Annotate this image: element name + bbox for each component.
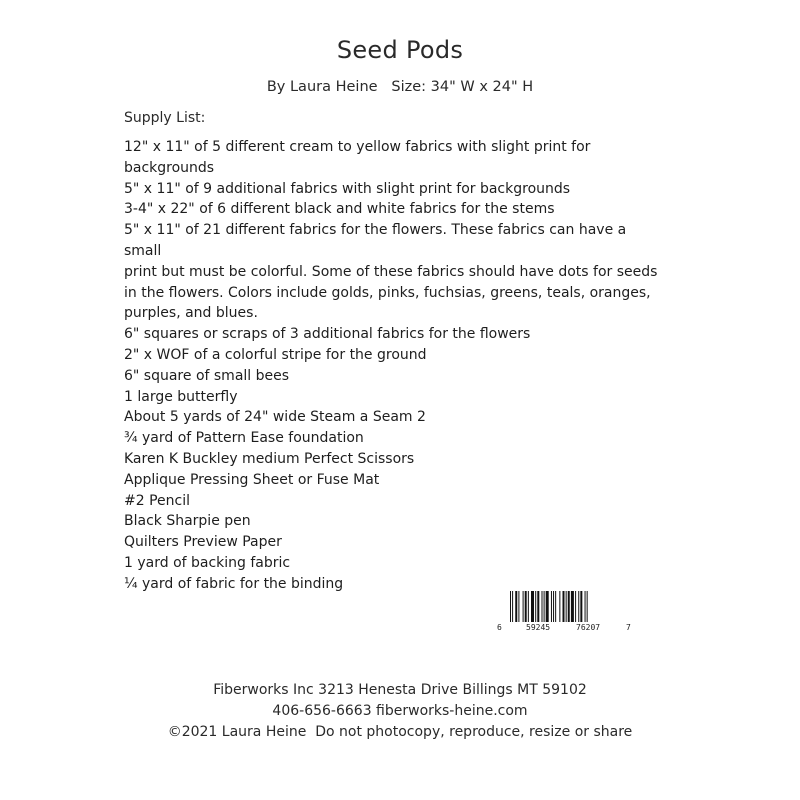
byline: By Laura Heine Size: 34" W x 24" H (266, 79, 534, 95)
barcode-digits (494, 623, 634, 633)
publisher-address: Fiberworks Inc 3213 Henesta Drive Billings MT 59102 (213, 682, 587, 698)
publisher-footer (0, 680, 800, 743)
publisher-contact: 406-656-6663 fiberworks-heine.com (272, 703, 528, 719)
supply-item: About 5 yards of 24" wide Steam a Seam 2 (124, 409, 426, 426)
pattern-title: Seed Pods (336, 36, 464, 64)
supply-item: 3-4" x 22" of 6 different black and white fabrics for the stems (124, 201, 555, 218)
supply-item: ¼ yard of fabric for the binding (124, 575, 344, 592)
barcode-group-2: 76207 (576, 623, 601, 632)
barcode-digit-right: 7 (626, 623, 631, 632)
supply-item: 1 yard of backing fabric (124, 554, 291, 571)
supply-item: 5" x 11" of 9 additional fabrics with slight print for backgrounds (124, 180, 571, 197)
barcode-digit-left: 6 (497, 623, 502, 632)
supply-item: print but must be colorful. Some of these fabrics should have dots for seeds (124, 263, 658, 280)
supply-list (124, 137, 664, 595)
supply-item: in the flowers. Colors include golds, pinks, fuchsias, greens, teals, oranges, (124, 284, 651, 301)
supply-item: 12" x 11" of 5 different cream to yellow fabrics with slight print for (124, 139, 591, 155)
supply-item: purples, and blues. (124, 305, 258, 322)
upc-barcode (494, 591, 634, 633)
supply-item: Applique Pressing Sheet or Fuse Mat (124, 471, 380, 488)
supply-item: 1 large butterfly (124, 388, 238, 405)
supply-item: 6" square of small bees (124, 367, 290, 384)
supply-item: ¾ yard of Pattern Ease foundation (124, 430, 364, 447)
supply-item: Karen K Buckley medium Perfect Scissors (124, 450, 415, 467)
barcode-group-1: 59245 (526, 623, 551, 632)
supply-item: 5" x 11" of 21 different fabrics for the flowers. These fabrics can have a small (124, 222, 627, 259)
supply-item: #2 Pencil (124, 492, 190, 509)
copyright-notice: ©2021 Laura Heine Do not photocopy, reproduce, resize or share (167, 724, 633, 740)
supply-list-heading: Supply List: (124, 110, 206, 126)
supply-item: 6" squares or scraps of 3 additional fabrics for the flowers (124, 326, 531, 343)
supply-item: backgrounds (124, 159, 215, 176)
supply-item: 2" x WOF of a colorful stripe for the ground (124, 346, 427, 363)
supply-item: Black Sharpie pen (124, 513, 251, 530)
supply-item: Quilters Preview Paper (124, 534, 282, 551)
barcode-bars-icon (510, 591, 622, 622)
